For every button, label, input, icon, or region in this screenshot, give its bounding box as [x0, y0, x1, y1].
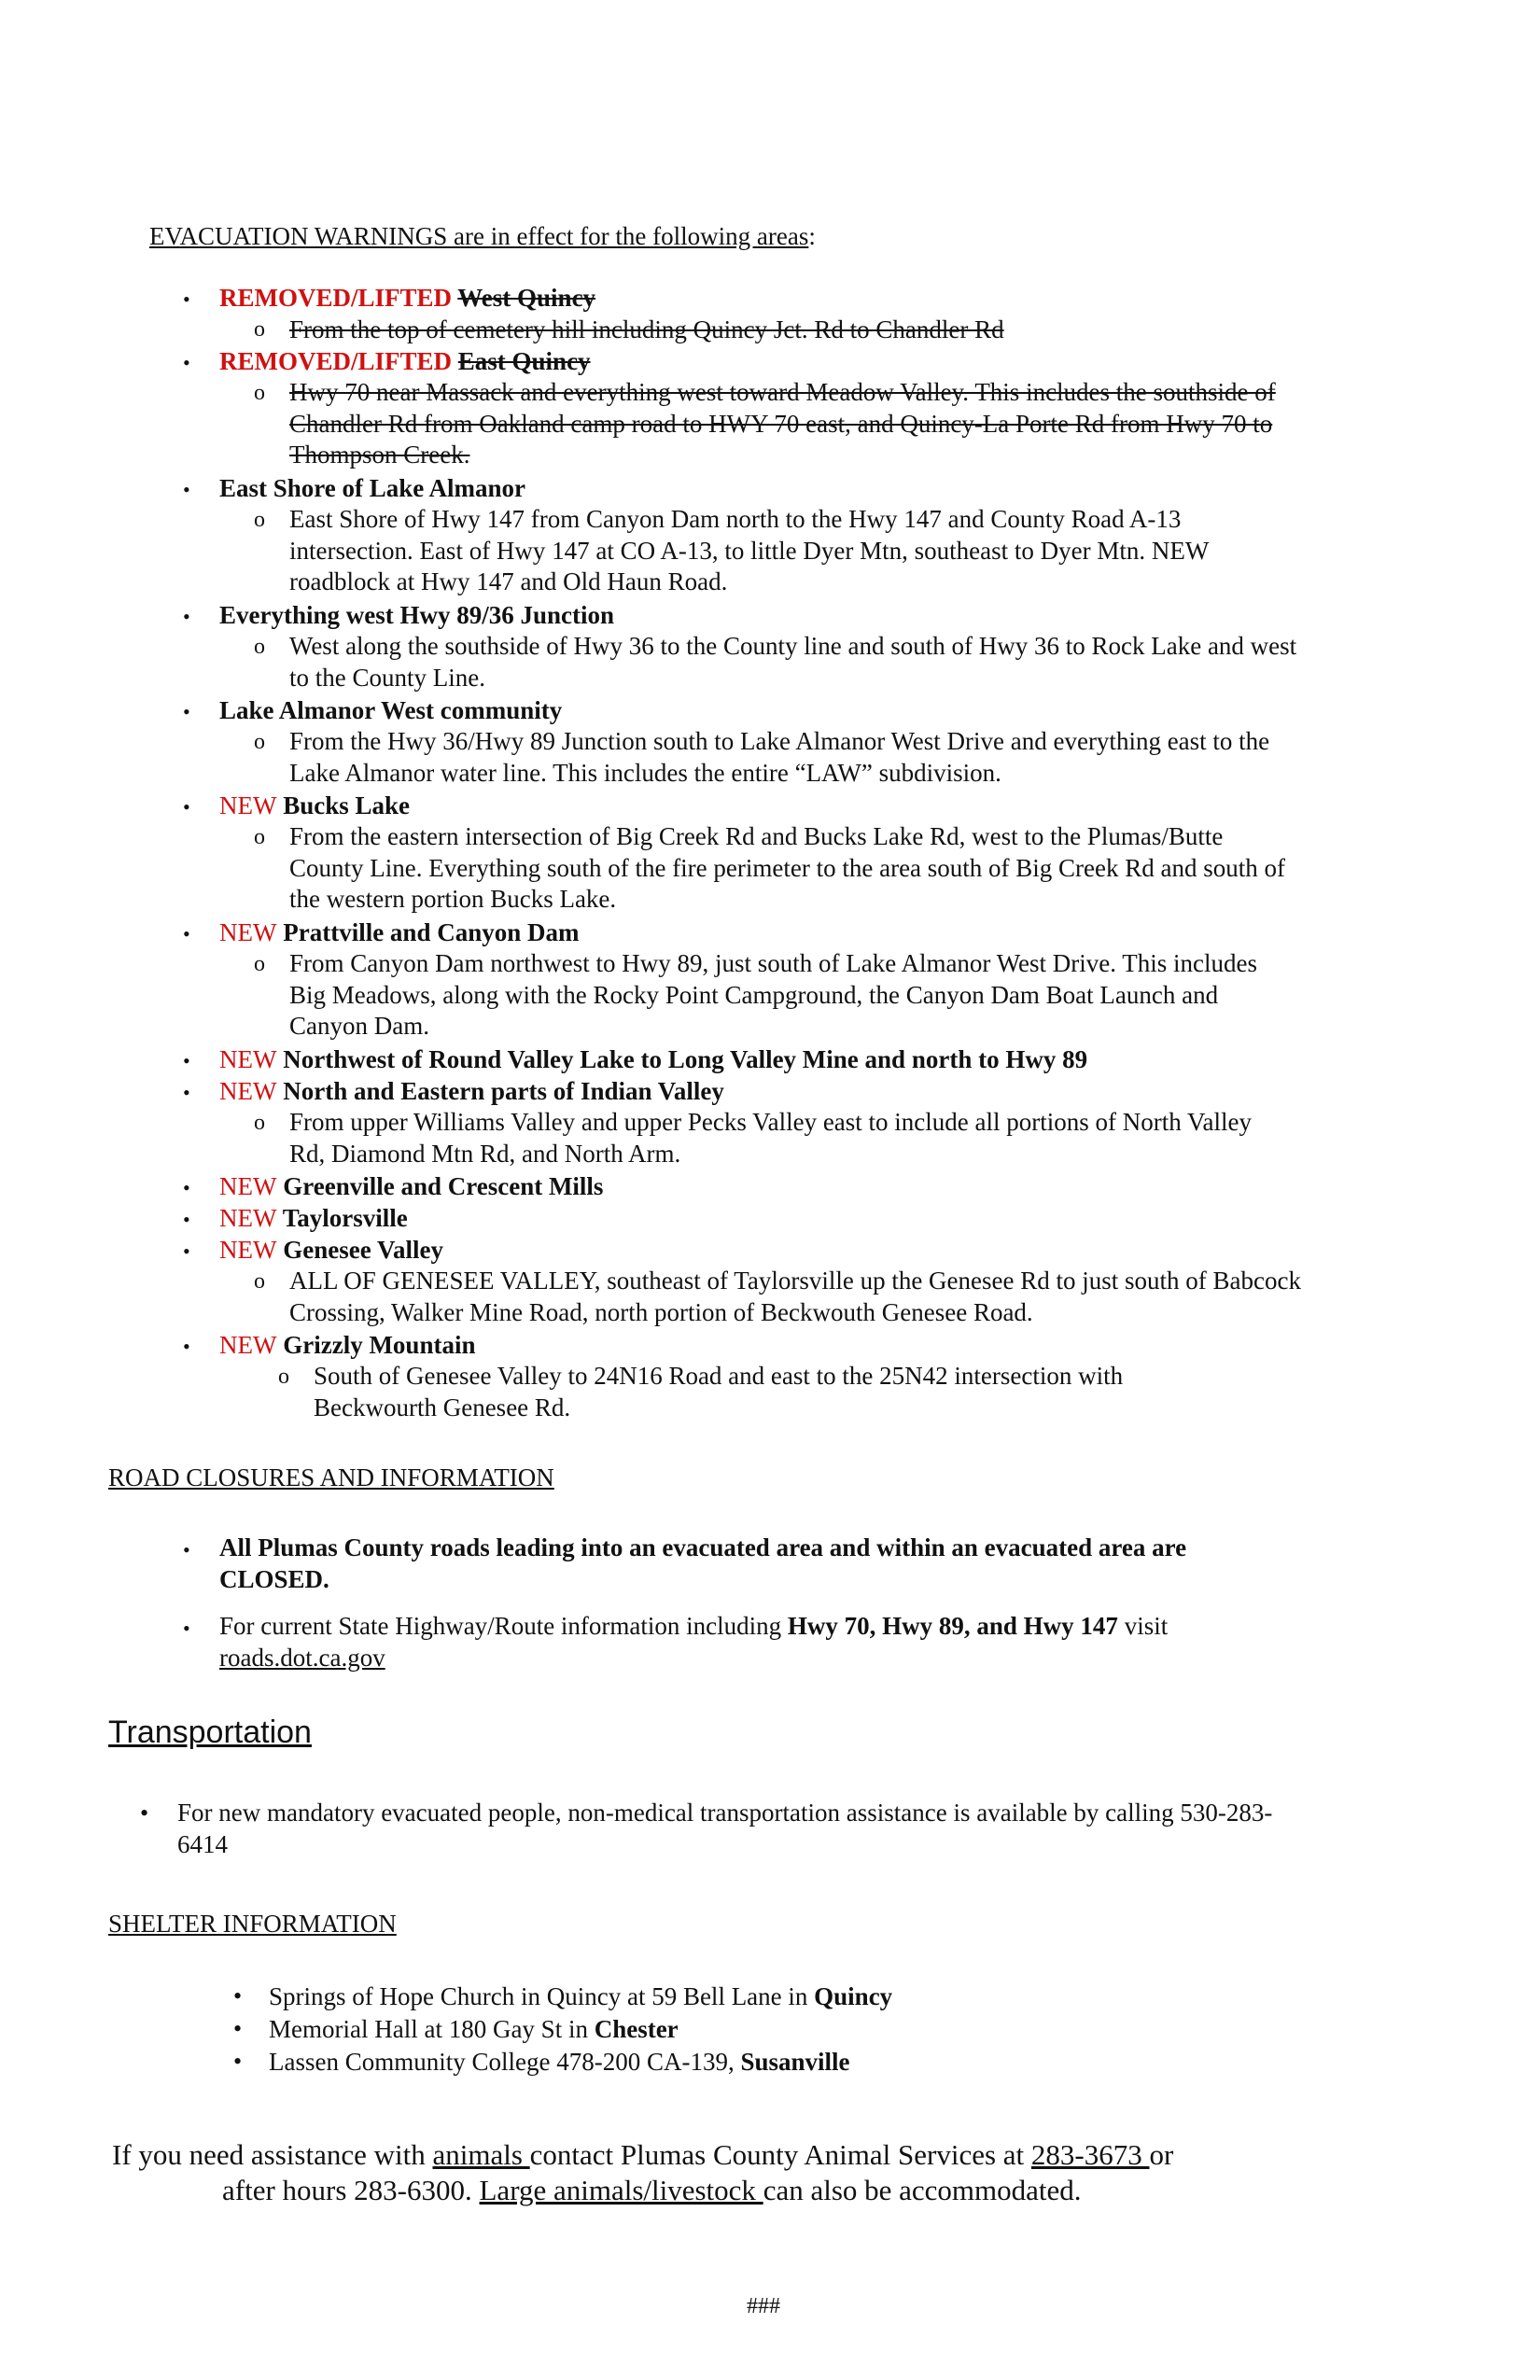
evac-item-indian-valley: NEW North and Eastern parts of Indian Valley — [219, 1077, 724, 1105]
evac-item-hwy-89-36: Everything west Hwy 89/36 Junction — [219, 601, 615, 629]
evac-item-genesee: NEW Genesee Valley — [219, 1236, 443, 1264]
shelter-heading: SHELTER INFORMATION — [108, 1910, 397, 1938]
evac-item-east-shore: East Shore of Lake Almanor — [219, 474, 526, 502]
bullet-icon: • — [183, 351, 190, 374]
evac-item-west-quincy: REMOVED/LIFTED West Quincy — [219, 284, 596, 312]
animals-link[interactable]: animals — [432, 2138, 530, 2171]
evac-item-east-quincy: REMOVED/LIFTED East Quincy — [219, 347, 591, 375]
evac-item-grizzly: NEW Grizzly Mountain — [219, 1331, 476, 1359]
bullet-icon: • — [183, 1176, 190, 1199]
bullet-icon: • — [183, 700, 190, 723]
evac-item-east-quincy-detail: Hwy 70 near Massack and everything west toward Meadow Valley. This includes the southside of Chandler Rd from Oakland camp road to HWY 70 east, and Quincy-La Porte Rd from Hwy 70 to Thompson Creek. — [289, 378, 1276, 469]
sub-bullet-icon: o — [254, 952, 265, 976]
evac-heading: EVACUATION WARNINGS are in effect for the following areas: — [149, 222, 816, 250]
caltrans-link[interactable]: roads.dot.ca.gov — [219, 1643, 385, 1672]
sub-bullet-icon: o — [254, 508, 265, 532]
sub-bullet-icon: o — [254, 1269, 265, 1294]
large-animals-link[interactable]: Large animals/livestock — [479, 2174, 763, 2206]
bullet-icon: • — [183, 1208, 190, 1231]
sub-bullet-icon: o — [278, 1365, 289, 1389]
roads-item-state-hwy: For current State Highway/Route information including Hwy 70, Hwy 89, and Hwy 147 visit roads.dot.ca.gov — [219, 1612, 1169, 1672]
animals-notice: If you need assistance with animals contact Plumas County Animal Services at 283-3673 or after hours 283-6300. Large animals/livestock can also be accommodated. — [112, 2138, 1174, 2206]
evac-item-genesee-detail: ALL OF GENESEE VALLEY, southeast of Taylorsville up the Genesee Rd to just south of Babcock Crossing, Walker Mine Road, north portion of Beckwouth Genesee Road. — [289, 1267, 1301, 1326]
evac-item-prattville-detail: From Canyon Dam northwest to Hwy 89, just south of Lake Almanor West Drive. This includes Big Meadows, along with the Rocky Point Campground, the Canyon Dam Boat Launch and Canyon Dam. — [289, 949, 1257, 1040]
evac-item-law-detail: From the Hwy 36/Hwy 89 Junction south to Lake Almanor West Drive and everything east to the Lake Almanor water line. This includes the entire “LAW” subdivision. — [289, 727, 1270, 787]
roads-item-closed: All Plumas County roads leading into an evacuated area and within an evacuated area are CLOSED. — [219, 1533, 1187, 1593]
transport-heading: Transportation — [108, 1715, 312, 1750]
bullet-icon: • — [183, 1049, 190, 1072]
evac-item-indian-valley-detail: From upper Williams Valley and upper Pecks Valley east to include all portions of North Valley Rd, Diamond Mtn Rd, and North Arm. — [289, 1108, 1252, 1168]
shelter-item-chester: Memorial Hall at 180 Gay St in Chester — [269, 2015, 679, 2043]
evac-item-hwy-89-36-detail: West along the southside of Hwy 36 to the County line and south of Hwy 36 to Rock Lake and west to the County Line. — [289, 632, 1297, 692]
transport-item: For new mandatory evacuated people, non-medical transportation assistance is available by calling 530-283-6414 — [177, 1799, 1273, 1858]
bullet-icon: • — [183, 1335, 190, 1358]
bullet-icon: • — [233, 2048, 243, 2075]
evac-item-bucks-lake-detail: From the eastern intersection of Big Creek Rd and Bucks Lake Rd, west to the Plumas/Butte County Line. Everything south of the fire perimeter to the area south of Big Creek Rd and south of the western portion Bucks Lake. — [289, 822, 1286, 913]
sub-bullet-icon: o — [254, 1111, 265, 1135]
bullet-icon: • — [183, 1081, 190, 1104]
evac-item-east-shore-detail: East Shore of Hwy 147 from Canyon Dam north to the Hwy 147 and County Road A-13 intersection. East of Hwy 147 at CO A-13, to little Dyer Mtn, southeast to Dyer Mtn. NEW roadblock at Hwy 147 and Old Haun Road. — [289, 505, 1209, 595]
bullet-icon: • — [183, 922, 190, 945]
bullet-icon: • — [233, 1982, 243, 2009]
evac-item-greenville: NEW Greenville and Crescent Mills — [219, 1172, 604, 1200]
bullet-icon: • — [233, 2015, 243, 2042]
sub-bullet-icon: o — [254, 825, 265, 849]
shelter-item-susanville: Lassen Community College 478-200 CA-139, Susanville — [269, 2048, 850, 2076]
evac-item-west-quincy-detail: From the top of cemetery hill including Quincy Jct. Rd to Chandler Rd — [289, 315, 1004, 343]
evac-item-bucks-lake: NEW Bucks Lake — [219, 791, 411, 819]
animal-services-phone[interactable]: 283-3673 — [1030, 2138, 1150, 2171]
bullet-icon: • — [183, 795, 190, 819]
evac-item-taylorsville: NEW Taylorsville — [219, 1204, 408, 1232]
bullet-icon: • — [183, 1617, 190, 1640]
bullet-icon: • — [183, 605, 190, 628]
bullet-icon: • — [183, 1538, 190, 1561]
end-marker: ### — [747, 2294, 780, 2318]
sub-bullet-icon: o — [254, 635, 265, 659]
evac-item-prattville: NEW Prattville and Canyon Dam — [219, 918, 580, 946]
bullet-icon: • — [183, 1239, 190, 1263]
bullet-icon: • — [183, 287, 190, 311]
evac-item-law: Lake Almanor West community — [219, 696, 563, 724]
evac-item-grizzly-detail: South of Genesee Valley to 24N16 Road and east to the 25N42 intersection with Beckwourth Genesee Rd. — [314, 1362, 1124, 1421]
roads-heading: ROAD CLOSURES AND INFORMATION — [108, 1463, 554, 1491]
sub-bullet-icon: o — [254, 381, 265, 405]
shelter-item-quincy: Springs of Hope Church in Quincy at 59 Bell Lane in Quincy — [269, 1982, 893, 2010]
evac-item-round-valley: NEW Northwest of Round Valley Lake to Long Valley Mine and north to Hwy 89 — [219, 1045, 1088, 1073]
sub-bullet-icon: o — [254, 730, 265, 754]
sub-bullet-icon: o — [254, 317, 265, 342]
bullet-icon: • — [140, 1799, 149, 1827]
bullet-icon: • — [183, 478, 190, 501]
